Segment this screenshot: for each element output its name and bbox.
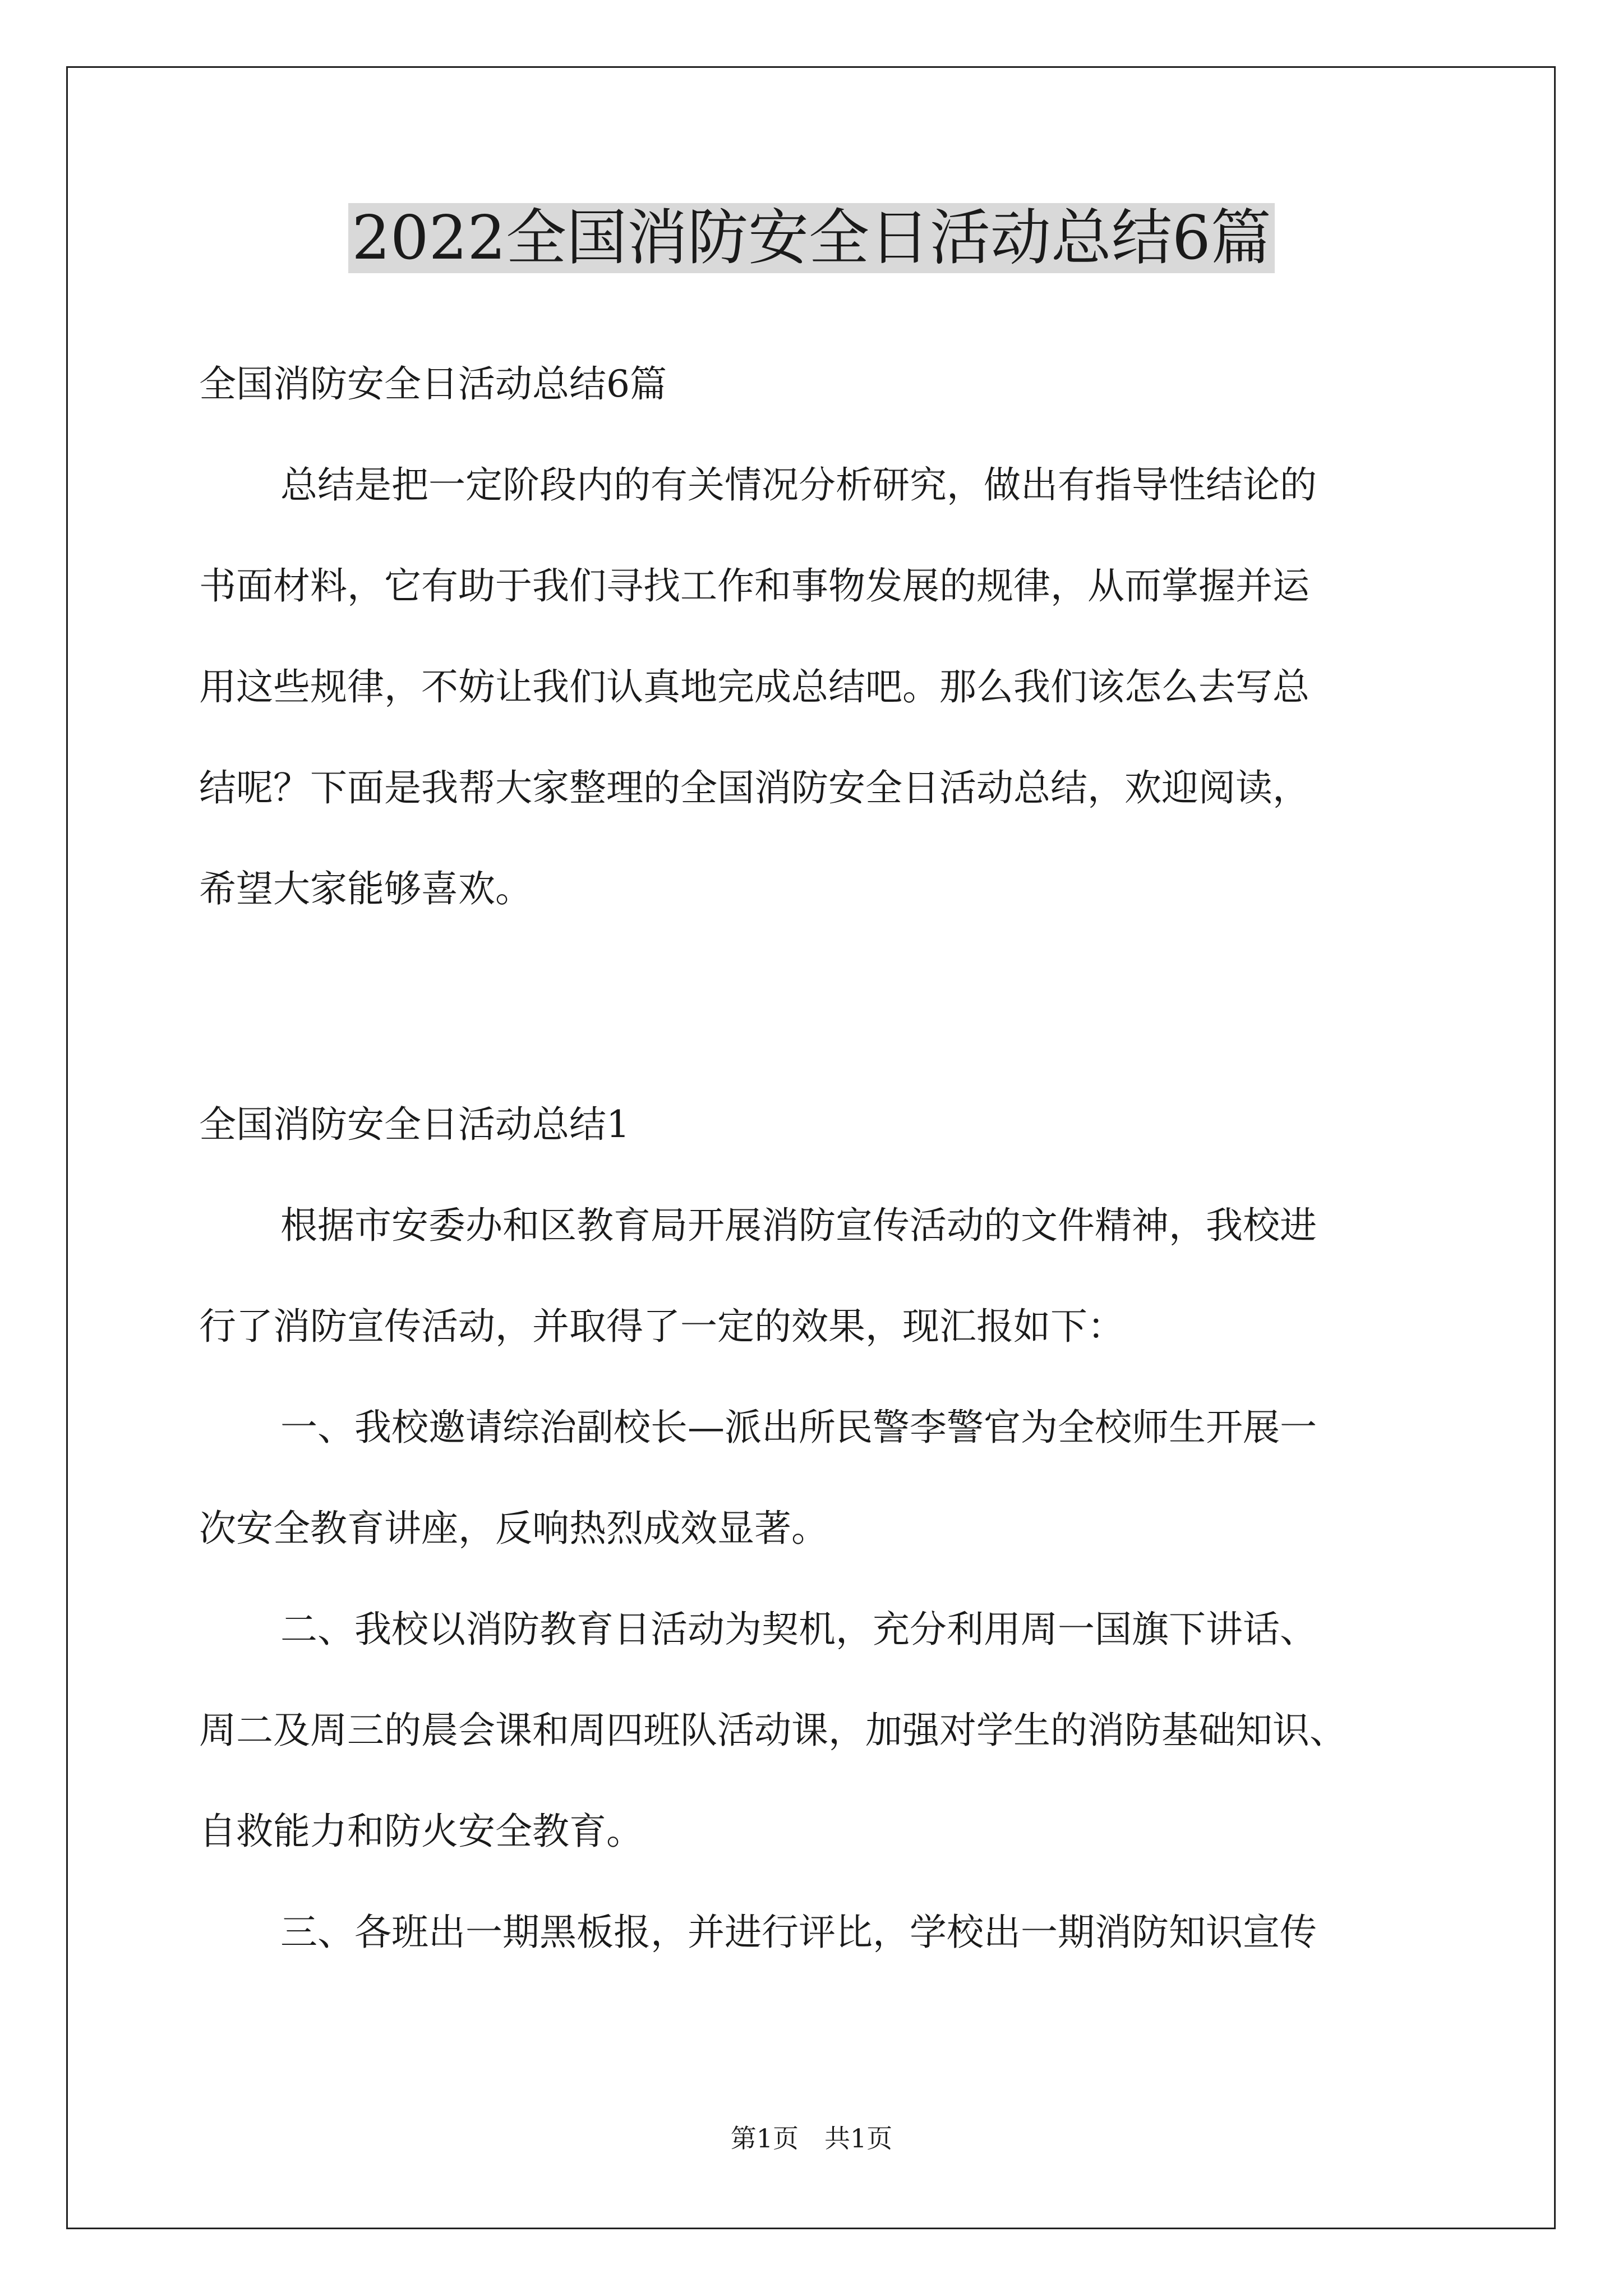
intro-line-2: 书面材料，它有助于我们寻找工作和事物发展的规律，从而掌握并运: [199, 564, 1310, 608]
document-title: [0, 199, 1623, 278]
body-line-6: 周二及周三的晨会课和周四班队活动课，加强对学生的消防基础知识、: [199, 1709, 1347, 1752]
body-line-4: 次安全教育讲座，反响热烈成效显著。: [199, 1507, 828, 1550]
page-footer: 第1页 共1页: [730, 2123, 893, 2154]
intro-line-1: 总结是把一定阶段内的有关情况分析研究，做出有指导性结论的: [280, 463, 1317, 507]
body-line-2: 行了消防宣传活动，并取得了一定的效果，现汇报如下：: [199, 1305, 1124, 1348]
section-heading: 全国消防安全日活动总结1: [199, 1103, 630, 1146]
intro-line-5: 希望大家能够喜欢。: [199, 867, 532, 910]
document-title-text: 2022全国消防安全日活动总结6篇: [348, 203, 1275, 273]
body-line-3: 一、我校邀请综治副校长—派出所民警李警官为全校师生开展一: [280, 1406, 1317, 1449]
body-line-5: 二、我校以消防教育日活动为契机，充分利用周一国旗下讲话、: [280, 1608, 1317, 1651]
intro-line-4: 结呢？下面是我帮大家整理的全国消防安全日活动总结，欢迎阅读，: [199, 766, 1310, 809]
body-line-1: 根据市安委办和区教育局开展消防宣传活动的文件精神，我校进: [280, 1204, 1317, 1247]
document-subtitle: 全国消防安全日活动总结6篇: [199, 362, 667, 406]
body-line-8: 三、各班出一期黑板报，并进行评比，学校出一期消防知识宣传: [280, 1911, 1317, 1954]
body-line-7: 自救能力和防火安全教育。: [199, 1810, 643, 1853]
intro-line-3: 用这些规律，不妨让我们认真地完成总结吧。那么我们该怎么去写总: [199, 665, 1310, 708]
